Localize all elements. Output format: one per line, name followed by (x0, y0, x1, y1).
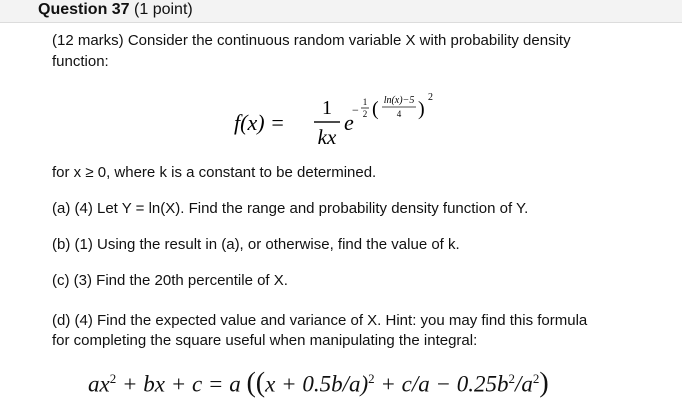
formula-exp-paren-close: ) (418, 98, 425, 120)
hint-close-paren: ) (539, 367, 549, 399)
formula-exp-half-num: 1 (362, 97, 368, 107)
hint-sup-3: 2 (508, 371, 516, 386)
question-title (38, 0, 193, 20)
formula-denominator: kx (317, 125, 337, 149)
part-d-line-1: (d) (4) Find the expected value and variance of X. Hint: you may find this formula (52, 312, 588, 329)
domain-text: for x ≥ 0, where k is a constant to be determined. (52, 164, 377, 181)
hint-mid-2: + c/a − 0.25b (374, 371, 509, 397)
hint-sup-4: 2 (532, 371, 540, 386)
formula-lhs: f(x) = (234, 110, 285, 135)
formula-exp-inner-num: ln(x)−5 (383, 95, 415, 106)
part-d-line-2: for completing the square useful when manipulating the integral: (52, 332, 478, 349)
hint-open-paren: (( (246, 367, 266, 399)
intro-line-1: (12 marks) Consider the continuous random variable X with probability density (52, 32, 571, 49)
hint-lhs-a: ax (88, 371, 110, 397)
hint-lhs-b: + bx + c = a (116, 371, 247, 397)
formula-exp-power: 2 (428, 92, 433, 103)
hint-sup-1: 2 (109, 371, 117, 386)
question-points: (1 point) (134, 1, 193, 18)
formula-base-e: e (344, 110, 354, 135)
formula-numerator: 1 (322, 97, 332, 119)
hint-mid-3: /a (515, 371, 533, 397)
formula-exp-inner-den: 4 (396, 109, 402, 119)
formula-exp-minus: − (352, 103, 359, 117)
part-b: (b) (1) Using the result in (a), or otherwise, find the value of k. (52, 236, 460, 253)
intro-line-2: function: (52, 53, 109, 70)
part-c: (c) (3) Find the 20th percentile of X. (52, 272, 288, 289)
question-header (0, 0, 682, 23)
question-number: Question 37 (38, 1, 130, 18)
formula-exp-half-den: 2 (362, 109, 368, 119)
hint-mid-1: x + 0.5b/a) (265, 371, 369, 397)
part-a: (a) (4) Let Y = ln(X). Find the range and probability density function of Y. (52, 200, 529, 217)
completing-square-formula (88, 364, 549, 400)
hint-sup-2: 2 (368, 371, 375, 386)
density-formula (232, 88, 472, 158)
formula-exp-paren-open: ( (372, 98, 379, 120)
